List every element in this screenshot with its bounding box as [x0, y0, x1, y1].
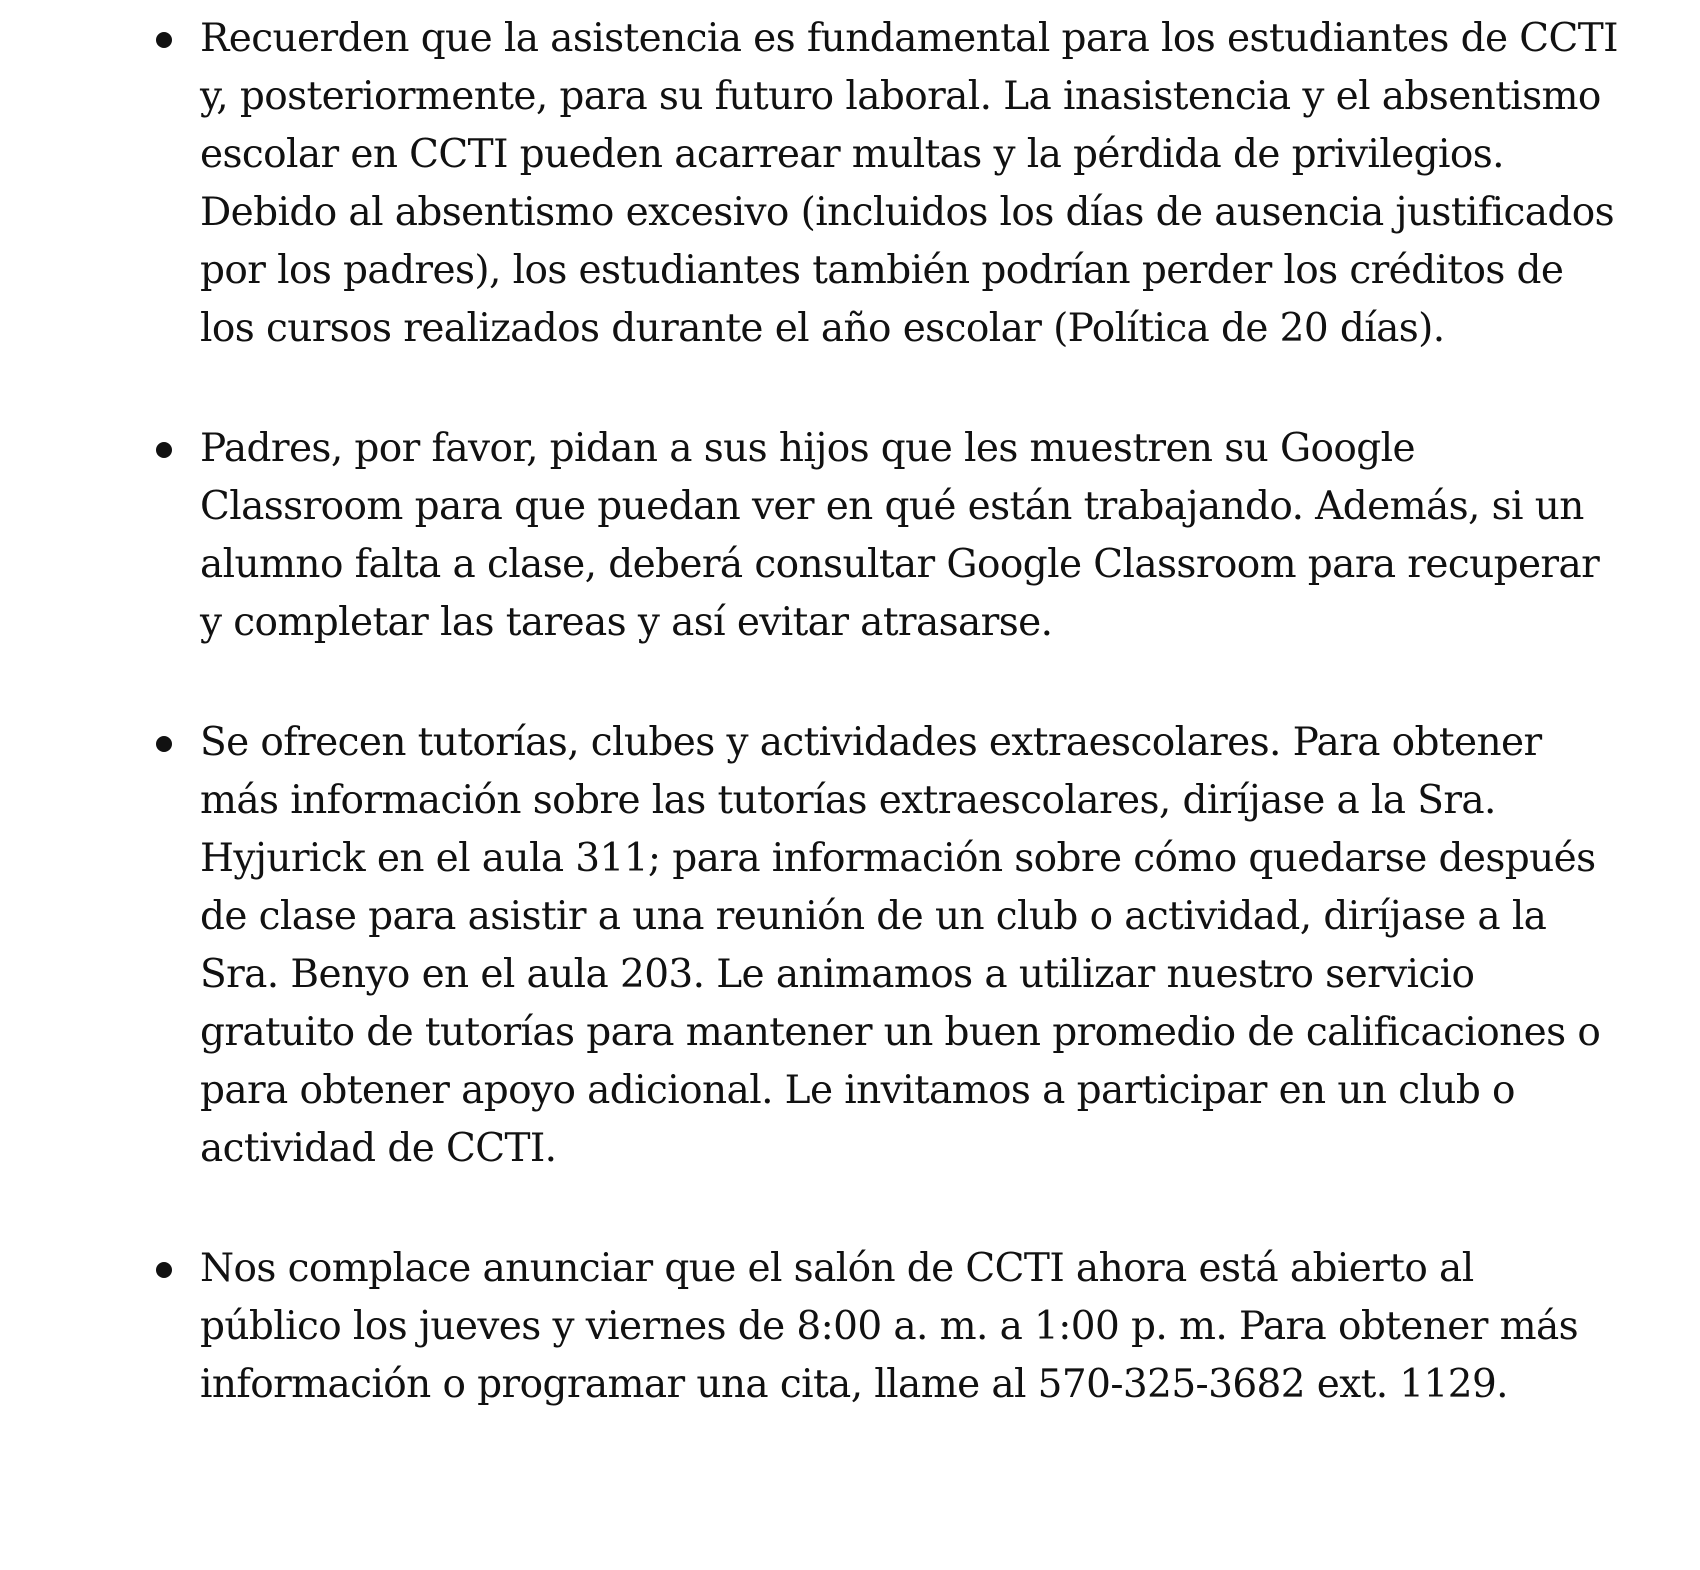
bullet-text: Nos complace anunciar que el salón de CCTI ahora está abierto al público los jueves y viernes de 8:00 a. m. a 1:00 p. m. Para obtener más información o programar una cita, llame al 570-325-3682 ext. 1129. [200, 1246, 1579, 1407]
bullet-item-google-classroom [150, 420, 1620, 652]
bullet-item-salon [150, 1240, 1620, 1414]
bullet-dot-icon [156, 442, 172, 458]
bullet-dot-icon [156, 32, 172, 48]
bullet-item-tutoring-clubs [150, 714, 1620, 1178]
bullet-list [150, 10, 1620, 1476]
bullet-item-attendance [150, 10, 1620, 358]
bullet-text: Recuerden que la asistencia es fundamental para los estudiantes de CCTI y, posteriormente, para su futuro laboral. La inasistencia y el absentismo escolar en CCTI pueden acarrear multas y la pérdida de privilegios. Debido al absentismo excesivo (incluidos los días de ausencia justificados por los padres), los estudiantes también podrían perder los créditos de los cursos realizados durante el año escolar (Política de 20 días). [200, 16, 1618, 351]
bullet-dot-icon [156, 736, 172, 752]
bullet-text: Se ofrecen tutorías, clubes y actividades extraescolares. Para obtener más información sobre las tutorías extraescolares, diríjase a la Sra. Hyjurick en el aula 311; para información sobre cómo quedarse después de clase para asistir a una reunión de un club o actividad, diríjase a la Sra. Benyo en el aula 203. Le animamos a utilizar nuestro servicio gratuito de tutorías para mantener un buen promedio de calificaciones o para obtener apoyo adicional. Le invitamos a participar en un club o actividad de CCTI. [200, 720, 1601, 1171]
bullet-text: Padres, por favor, pidan a sus hijos que les muestren su Google Classroom para que puedan ver en qué están trabajando. Además, si un alumno falta a clase, deberá consultar Google Classroom para recuperar y completar las tareas y así evitar atrasarse. [200, 426, 1600, 645]
bullet-dot-icon [156, 1262, 172, 1278]
